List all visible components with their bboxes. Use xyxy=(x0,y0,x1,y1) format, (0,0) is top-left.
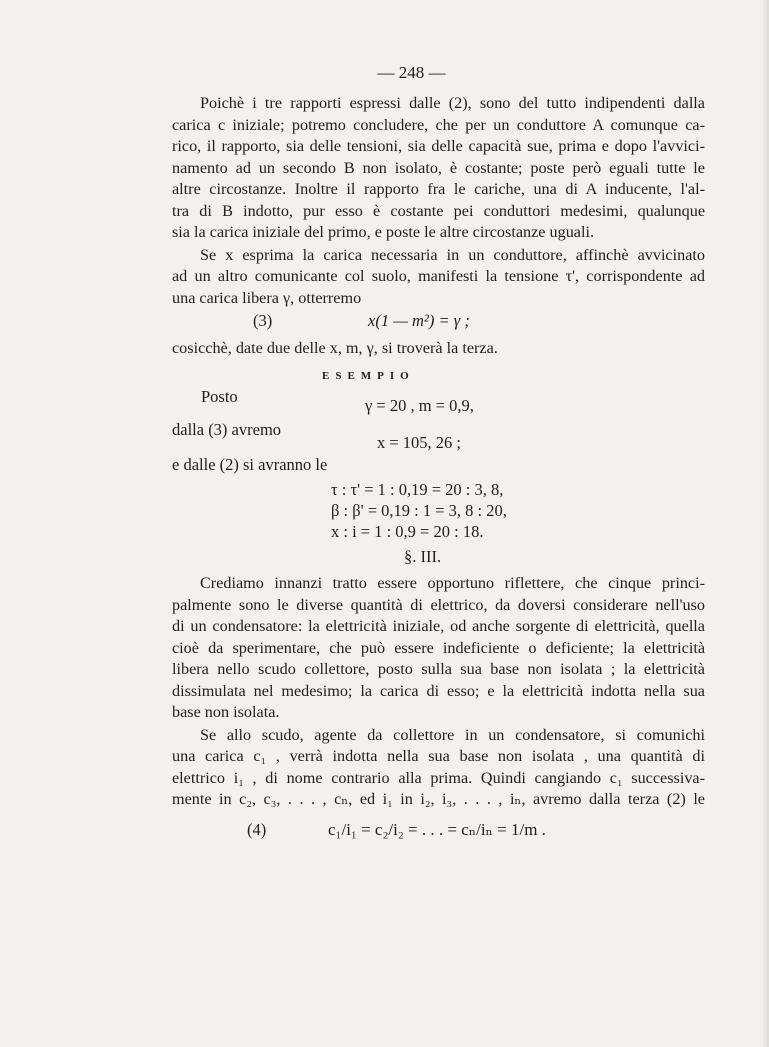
text-line: libera nello scudo collettore, posto sulla sua base non isolata ; la elettricità xyxy=(172,660,705,678)
text-line: Crediamo innanzi tratto essere opportuno riflettere, che cinque princi- xyxy=(200,574,705,592)
text-line: palmente sono le diverse quantità di elettrico, da doversi considerare nell'uso xyxy=(172,596,705,614)
equation: β : β' = 0,19 : 1 = 3, 8 : 20, xyxy=(331,501,507,520)
equation-3: x(1 — m²) = γ ; xyxy=(368,311,470,330)
text-line: di un condensatore: la elettricità iniziale, od anche sorgente di elettricità, quella xyxy=(172,617,705,635)
example-heading: ESEMPIO xyxy=(322,370,415,382)
equation-label: (4) xyxy=(247,820,267,839)
page-edge xyxy=(763,0,769,1047)
text-line: elettrico i₁ , di nome contrario alla prima. Quindi cangiando c₁ successiva- xyxy=(172,769,705,787)
text-line: rico, il rapporto, sia delle tensioni, sia delle capacità sue, prima e dopo l'avvici- xyxy=(172,137,705,155)
text-line: dalla (3) avremo xyxy=(172,420,282,439)
text-line: cioè da sperimentare, che può essere indeficiente o deficiente; la elettricità xyxy=(172,639,705,657)
text-line: namento ad un secondo B non isolato, è costante; poste però eguali tutte le xyxy=(172,159,705,177)
text-line: Poichè i tre rapporti espressi dalle (2), sono del tutto indipendenti dalla xyxy=(200,94,705,112)
text-line: altre circostanze. Inoltre il rapporto fra le cariche, una di A inducente, l'al- xyxy=(172,180,705,198)
page-number: — 248 — xyxy=(377,63,446,82)
equation-4: c₁/i₁ = c₂/i₂ = . . . = cₙ/iₙ = 1/m . xyxy=(328,820,546,839)
equation-label: (3) xyxy=(253,311,273,330)
text-line: carica c iniziale; potremo concludere, che per un conduttore A comunque ca- xyxy=(172,116,705,134)
text-line: ad un altro comunicante col suolo, manifesti la tensione τ', corrispondente ad xyxy=(172,267,705,285)
section-heading: §. III. xyxy=(404,547,442,566)
equation: τ : τ' = 1 : 0,19 = 20 : 3, 8, xyxy=(331,480,504,499)
equation: x = 105, 26 ; xyxy=(377,433,462,452)
text-line: Se x esprima la carica necessaria in un conduttore, affinchè avvicinato xyxy=(200,246,705,264)
equation: x : i = 1 : 0,9 = 20 : 18. xyxy=(331,522,484,541)
text-line: Posto xyxy=(201,387,238,406)
text-line: Se allo scudo, agente da collettore in un condensatore, si comunichi xyxy=(200,726,705,744)
text-line: sia la carica iniziale del primo, e poste le altre circostanze uguali. xyxy=(172,223,595,241)
text-line: base non isolata. xyxy=(172,703,280,721)
text-line: e dalle (2) si avranno le xyxy=(172,455,328,474)
text-line: mente in c₂, c₃, . . . , cₙ, ed i₁ in i₂, i₃, . . . , iₙ, avremo dalla terza (2) le xyxy=(172,790,705,808)
text-line: una carica c₁ , verrà indotta nella sua base non isolata , una quantità di xyxy=(172,747,705,765)
text-line: cosicchè, date due delle x, m, γ, si troverà la terza. xyxy=(172,339,498,357)
equation: γ = 20 , m = 0,9, xyxy=(365,396,474,415)
text-line: dissimulata nel medesimo; la carica di esso; e la elettricità indotta nella sua xyxy=(172,682,705,700)
text-line: tra di B indotto, pur esso è costante pei conduttori medesimi, qualunque xyxy=(172,202,705,220)
text-line: una carica libera γ, otterremo xyxy=(172,289,362,307)
